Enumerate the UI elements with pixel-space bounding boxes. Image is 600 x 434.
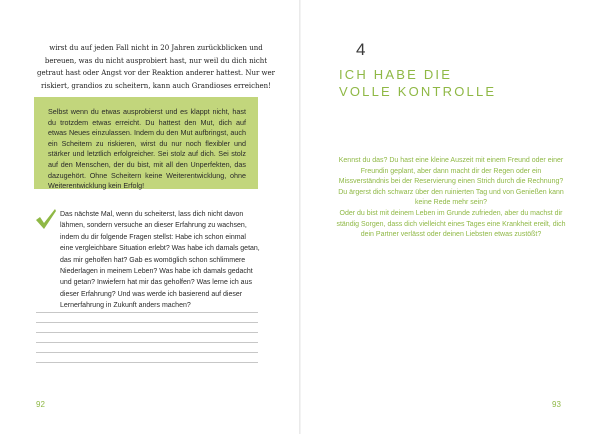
intro-text: wirst du auf jeden Fall nicht in 20 Jahren zurückblicken und bereuen, was du nicht ausprobiert hast, nur weil du dich nicht getraut hast oder Angst vor der Reaktion anderer hattest. Nur wer riskiert, grandios zu scheitern, kann auch Grandioses erreichen! bbox=[36, 44, 276, 90]
writing-line bbox=[36, 322, 258, 323]
page-number-left: 92 bbox=[36, 400, 45, 409]
writing-line bbox=[36, 362, 258, 363]
writing-line bbox=[36, 342, 258, 343]
checkmark-icon bbox=[35, 208, 57, 230]
chapter-intro bbox=[336, 156, 566, 241]
chapter-number: 4 bbox=[356, 40, 366, 59]
highlight-box-text: Selbst wenn du etwas ausprobierst und es klappt nicht, hast du trotzdem etwas erreicht. Du hattest den Mut, dich auf etwas Neues einzulassen. Indem du den Mut aufbringst, auch ein Scheitern zu riskieren, wirst du nur noch flexibler und stärker und letztlich erfolgreicher. Sei stolz auf dich. Sei stolz auf den Menschen, der du bist, mit all den Unperfekten, das dazugehört. Ohne Scheitern keine Weiterentwicklung, ohne Weiterentwicklung kein Erfolg! bbox=[48, 107, 246, 191]
chapter-title bbox=[339, 66, 569, 100]
intro-paragraph bbox=[36, 42, 276, 92]
reflection-text: Das nächste Mal, wenn du scheiterst, lass dich nicht davon lähmen, sondern versuche an dieser Erfahrung zu wachsen, indem du dir folgende Fragen stellst: Habe ich schon einmal eine vergleichbare Situation erlebt? Was habe ich damals getan, das mir geholfen hat? Gab es womöglich schon schlimmere Niederlagen in meinem Leben? Was habe ich damals gedacht und getan? Inwiefern hat mir das geholfen? Was lerne ich aus dieser Erfahrung? Und was werde ich basierend auf dieser Lernerfahrung in Zukunft anders machen? bbox=[60, 211, 260, 310]
page-number-right: 93 bbox=[552, 400, 561, 409]
writing-line bbox=[36, 312, 258, 313]
page-gutter bbox=[299, 0, 301, 434]
writing-line bbox=[36, 352, 258, 353]
highlight-box bbox=[34, 97, 258, 189]
chapter-intro-paragraph-2: Oder du bist mit deinem Leben im Grunde zufrieden, aber du machst dir ständig Sorgen, dass dich vielleicht eines Tages eine Krankheit ereilt, dich dein Partner verlässt oder deinen Liebsten etwas zustößt? bbox=[336, 209, 566, 239]
reflection-prompt bbox=[60, 209, 260, 312]
writing-lines bbox=[36, 312, 258, 372]
chapter-intro-paragraph-1: Kennst du das? Du hast eine kleine Auszeit mit einem Freund oder einer Freundin geplant, aber dann macht dir der Regen oder ein Missverständnis bei der Reservierung einen Strich durch die Rechnung? Du ärgerst dich schwarz über den ruinierten Tag und von Genießen kann keine Rede mehr sein? bbox=[338, 157, 564, 207]
chapter-title-line-1: ICH HABE DIE bbox=[339, 67, 453, 82]
writing-line bbox=[36, 332, 258, 333]
chapter-title-line-2: VOLLE KONTROLLE bbox=[339, 84, 497, 99]
